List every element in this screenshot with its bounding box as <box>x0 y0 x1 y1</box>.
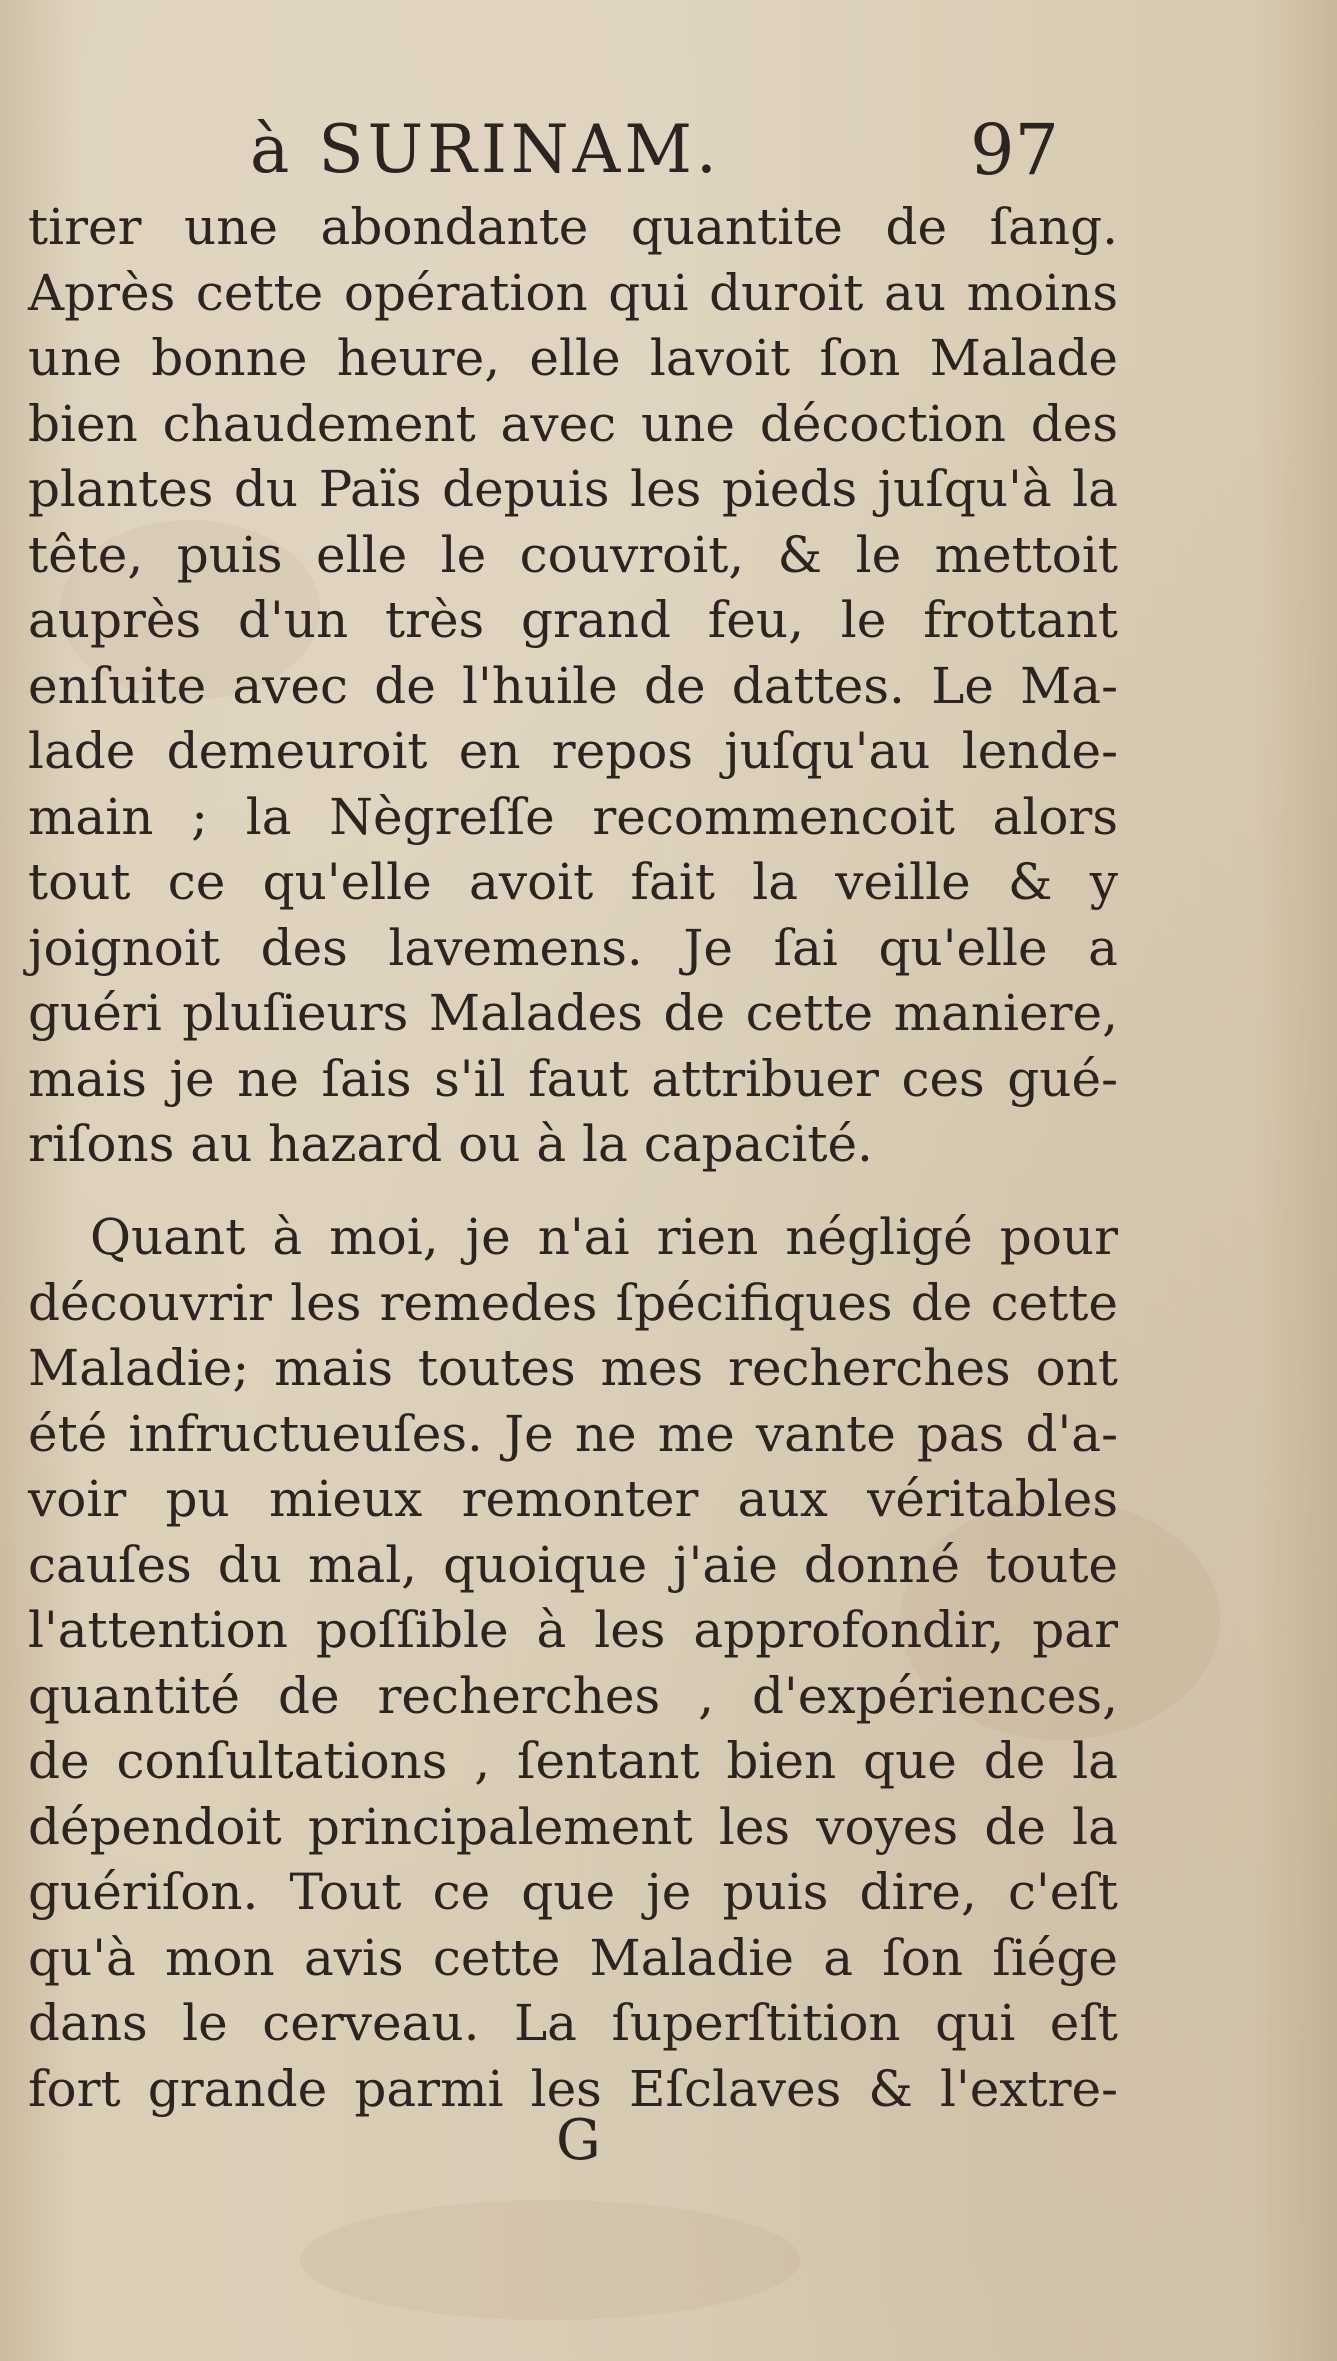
text-line: guéri pluſieurs Malades de cette maniere, <box>28 984 1118 1042</box>
text-line: Quant à moi, je n'ai rien négligé pour <box>90 1208 1118 1266</box>
text-line: une bonne heure, elle lavoit ſon Malade <box>28 329 1118 387</box>
text-line: main ; la Nègreſſe recommencoit alors <box>28 787 1118 846</box>
page-number: 97 <box>970 109 1060 191</box>
text-line: joignoit des lavemens. Je ſai qu'elle a <box>28 918 1118 977</box>
text-line: Après cette opération qui duroit au moins <box>28 263 1118 322</box>
text-line: tirer une abondante quantite de ſang. <box>28 198 1118 256</box>
text-line: cauſes du mal, quoique j'aie donné toute <box>28 1535 1118 1594</box>
text-line: mais je ne ſais s'il faut attribuer ces gué- <box>28 1049 1118 1108</box>
text-line: dépendoit principalement les voyes de la <box>28 1797 1118 1856</box>
text-line: lade demeuroit en repos juſqu'au lende- <box>28 722 1118 780</box>
paragraph-2 <box>28 1205 1118 2122</box>
text-line: tout ce qu'elle avoit fait la veille & y <box>28 853 1118 911</box>
running-head: à SURINAM. <box>250 111 721 188</box>
signature-mark: G <box>556 2108 601 2173</box>
text-line: Maladie; mais toutes mes recherches ont <box>28 1339 1118 1397</box>
text-line: quantité de recherches , d'expériences, <box>28 1666 1118 1725</box>
text-line: découvrir les remedes ſpécifiques de cette <box>28 1273 1118 1332</box>
text-line: été infructueuſes. Je ne me vante pas d'a- <box>28 1404 1118 1463</box>
text-line: riſons au hazard ou à la capacité. <box>28 1115 873 1173</box>
text-line: plantes du Païs depuis les pieds juſqu'à la <box>28 460 1118 518</box>
paragraph-1 <box>28 195 1118 1178</box>
text-line: de conſultations , ſentant bien que de la <box>28 1732 1118 1790</box>
text-line: dans le cerveau. La ſuperſtition qui eſt <box>28 1994 1118 2052</box>
text-line: guériſon. Tout ce que je puis dire, c'eſt <box>28 1863 1118 1921</box>
text-line: fort grande parmi les Eſclaves & l'extre- <box>28 2059 1118 2118</box>
text-line: enſuite avec de l'huile de dattes. Le Ma- <box>28 656 1118 715</box>
text-line: auprès d'un très grand feu, le frottant <box>28 591 1118 649</box>
paper-stain <box>300 2200 800 2320</box>
text-line: tête, puis elle le couvroit, & le mettoit <box>28 525 1118 584</box>
text-line: voir pu mieux remonter aux véritables <box>28 1470 1118 1528</box>
text-line: bien chaudement avec une décoction des <box>28 394 1118 453</box>
text-line: l'attention poſſible à les approfondir, par <box>28 1601 1118 1659</box>
page-header <box>0 110 1337 190</box>
text-line: qu'à mon avis cette Maladie a ſon ſiége <box>28 1928 1118 1987</box>
